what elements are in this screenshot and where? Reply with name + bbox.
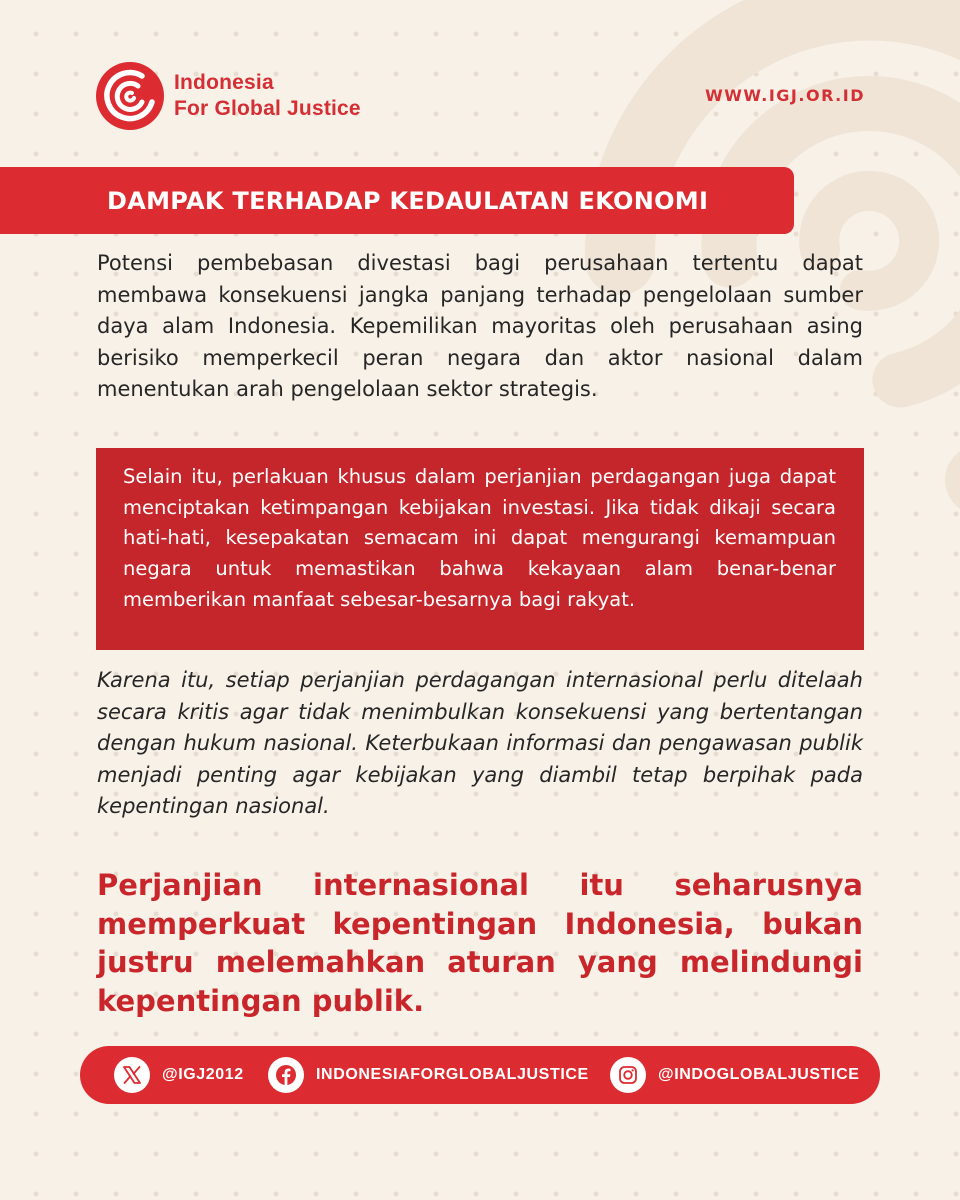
section-heading-bar xyxy=(0,167,794,234)
social-facebook[interactable] xyxy=(268,1057,589,1093)
brand-logo[interactable] xyxy=(96,62,361,130)
social-x[interactable] xyxy=(114,1057,244,1093)
social-footer xyxy=(80,1046,880,1104)
social-instagram[interactable] xyxy=(610,1057,860,1093)
brand-name-line1: Indonesia xyxy=(174,71,274,94)
highlight-paragraph: Selain itu, perlakuan khusus dalam perjanjian perdagangan juga dapat menciptakan ketimpangan kebijakan investasi. Jika tidak dikaji secara hati-hati, kesepakatan semacam ini dapat mengurangi kemampuan negara untuk memastikan bahwa kekayaan alam benar-benar memberikan manfaat sebesar-besarnya bagi rakyat. xyxy=(123,465,836,611)
brand-name xyxy=(174,70,361,122)
intro-paragraph: Potensi pembebasan divestasi bagi perusahaan tertentu dapat membawa konsekuensi jangka panjang terhadap pengelolaan sumber daya alam Indonesia. Kepemilikan mayoritas oleh perusahaan asing berisiko memperkecil peran negara dan aktor nasional dalam menentukan arah pengelolaan sektor strategis. xyxy=(97,251,863,402)
x-icon xyxy=(114,1057,150,1093)
social-x-handle: @IGJ2012 xyxy=(162,1066,244,1083)
instagram-icon xyxy=(610,1057,646,1093)
igj-spiral-icon xyxy=(96,62,164,130)
website-link[interactable]: WWW.IGJ.OR.ID xyxy=(705,86,865,105)
conclusion-statement: Perjanjian internasional itu seharusnya memperkuat kepentingan Indonesia, bukan justru melemahkan aturan yang melindungi kepentingan publik. xyxy=(97,868,863,1018)
social-facebook-handle: INDONESIAFORGLOBALJUSTICE xyxy=(316,1066,589,1083)
facebook-icon xyxy=(268,1057,304,1093)
brand-name-line2: For Global Justice xyxy=(174,97,361,120)
section-heading: DAMPAK TERHADAP KEDAULATAN EKONOMI xyxy=(107,186,709,215)
highlight-box xyxy=(96,448,864,650)
italic-paragraph: Karena itu, setiap perjanjian perdagangan internasional perlu ditelaah secara kritis agar tidak menimbulkan konsekuensi yang bertentangan dengan hukum nasional. Keterbukaan informasi dan pengawasan publik menjadi penting agar kebijakan yang diambil tetap berpihak pada kepentingan nasional. xyxy=(97,668,863,819)
social-instagram-handle: @INDOGLOBALJUSTICE xyxy=(658,1066,860,1083)
